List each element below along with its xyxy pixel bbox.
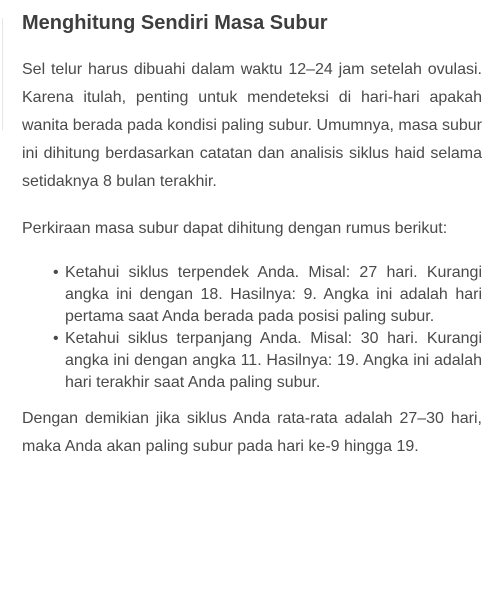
article-section xyxy=(22,8,482,461)
bullet-icon: • xyxy=(53,264,59,281)
list-item-text: Ketahui siklus terpendek Anda. Misal: 27 hari. Kurangi angka ini dengan 18. Hasilnya: 9. Angka ini adalah hari pertama saat Anda berada pada posisi paling subur. xyxy=(65,264,482,325)
formula-intro-paragraph: Perkiraan masa subur dapat dihitung dengan rumus berikut: xyxy=(22,220,448,237)
section-title: Menghitung Sendiri Masa Subur xyxy=(22,12,328,34)
bullet-icon: • xyxy=(53,330,59,347)
conclusion-paragraph: Dengan demikian jika siklus Anda rata-rata adalah 27–30 hari, maka Anda akan paling subur pada hari ke-9 hingga 19. xyxy=(22,410,482,455)
intro-paragraph: Sel telur harus dibuahi dalam waktu 12–24 jam setelah ovulasi. Karena itulah, penting untuk mendeteksi di hari-hari apakah wanita berada pada kondisi paling subur. Umumnya, masa subur ini dihitung berdasarkan catatan dan analisis siklus haid selama setidaknya 8 bulan terakhir. xyxy=(22,61,482,190)
calculation-steps-list xyxy=(22,262,482,394)
page-edge-divider xyxy=(2,18,3,130)
list-item xyxy=(53,262,482,328)
list-item xyxy=(53,328,482,394)
list-item-text: Ketahui siklus terpanjang Anda. Misal: 30 hari. Kurangi angka ini dengan angka 11. Hasilnya: 19. Angka ini adalah hari terakhir saat Anda paling subur. xyxy=(65,330,482,391)
